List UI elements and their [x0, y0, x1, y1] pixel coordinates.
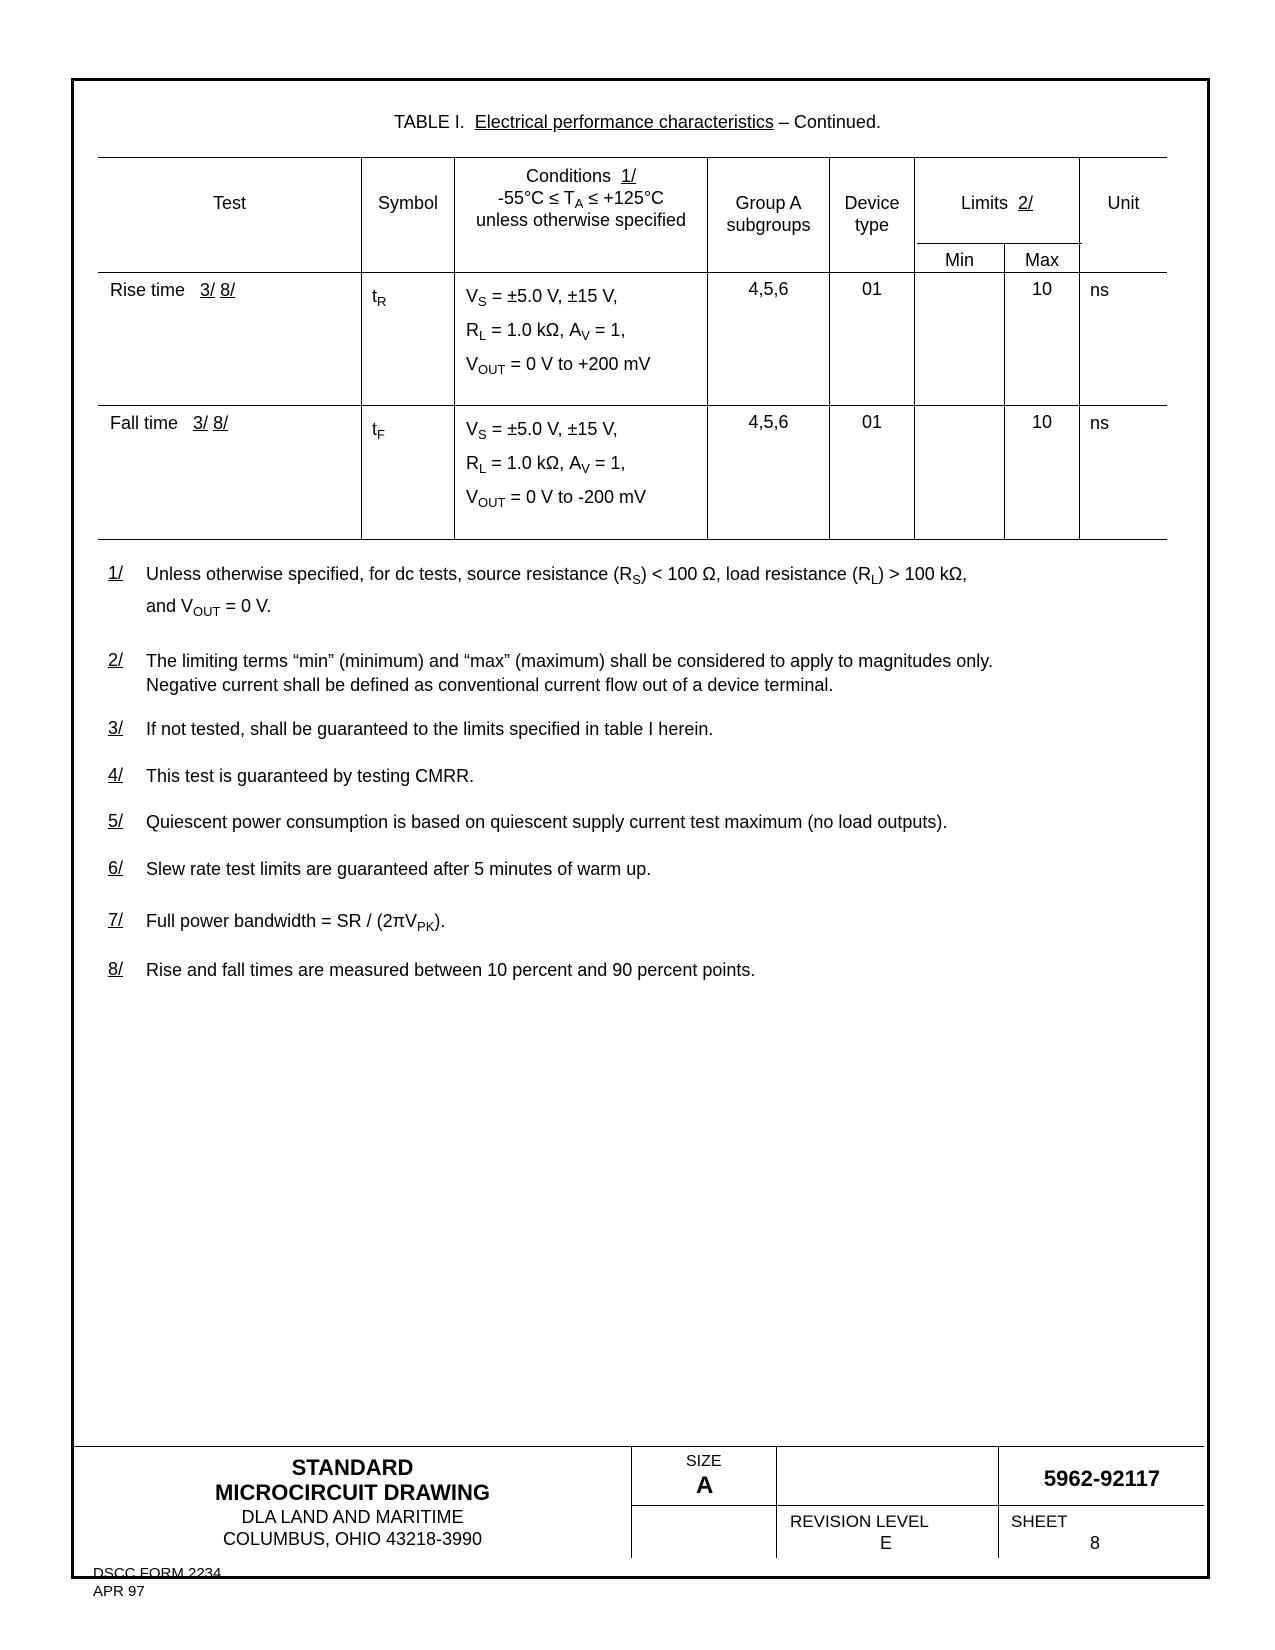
row-subgroups: 4,5,6: [748, 279, 789, 299]
col-divider: [1079, 157, 1080, 539]
drawing-number: 5962-92117: [1043, 1466, 1161, 1491]
row-device: 01: [861, 279, 883, 299]
row-max: 10: [1031, 279, 1053, 299]
row-symbol: $t_R$: [372, 286, 387, 309]
note-text: Quiescent power consumption is based on quiescent supply current test maximum (no load outputs).: [146, 812, 948, 832]
note-text: Unless otherwise specified, for dc tests, source resistance $(R_S) < 100$ Ω, load resistance $(R_L) > 100$ kΩ, and $V_{OUT} = 0$ V.: [146, 564, 968, 619]
revision-value: E: [880, 1533, 893, 1553]
note-number: 3/: [108, 718, 124, 738]
note-number: 5/: [108, 811, 124, 831]
header-conditions: Conditions 1/ $-55^\circ C \le T_A \le +125^\circ C$ unless otherwise specified: [475, 166, 687, 230]
table-title: TABLE I. Electrical performance characteristics – Continued.: [394, 112, 881, 132]
header-group-a: Group A subgroups: [726, 193, 811, 235]
note-number: 6/: [108, 858, 124, 878]
row-symbol: $t_F$: [372, 419, 385, 442]
footer-divider: [776, 1446, 777, 1558]
col-divider: [914, 157, 915, 539]
row-condition-1: $V_S = \pm 5.0$ V, ±15 V,: [466, 286, 618, 309]
size-value: A: [696, 1472, 714, 1499]
note-text: If not tested, shall be guaranteed to the limits specified in table I herein.: [146, 719, 714, 739]
table-title-underlined: Electrical performance characteristics: [474, 112, 774, 132]
row-condition-1: $V_S = \pm 5.0$ V, ±15 V,: [466, 419, 618, 442]
row-unit: ns: [1090, 280, 1110, 300]
note-number: 4/: [108, 765, 124, 785]
footer-top-rule: [74, 1446, 1204, 1447]
row-unit: ns: [1090, 413, 1110, 433]
row-condition-2: $R_L = 1.0$ kΩ, $A_V = 1$,: [466, 453, 626, 476]
note-number: 1/: [108, 563, 124, 583]
header-min: Min: [944, 250, 974, 270]
row-max: 10: [1031, 412, 1053, 432]
footer-agency: DLA LAND AND MARITIME COLUMBUS, OHIO 43218-3990: [222, 1507, 483, 1549]
header-limits: Limits 2/: [960, 193, 1034, 213]
size-label: SIZE: [686, 1453, 722, 1470]
header-unit: Unit: [1107, 193, 1140, 213]
header-bottom-rule: [98, 272, 1167, 273]
col-divider: [361, 157, 362, 539]
note-number: 7/: [108, 910, 124, 930]
header-max: Max: [1024, 250, 1059, 270]
table-top-rule: [98, 157, 1167, 158]
row-test: Fall time 3/ 8/: [110, 413, 229, 433]
footer-mid-rule: [631, 1505, 1204, 1506]
footer-divider: [631, 1446, 632, 1558]
note-text: Full power bandwidth = SR / $(2\pi V_{PK})$.: [146, 911, 446, 934]
limits-divider: [917, 243, 1082, 244]
revision-label: REVISION LEVEL: [790, 1512, 929, 1531]
note-text: Slew rate test limits are guaranteed after 5 minutes of warm up.: [146, 859, 652, 879]
header-device-type: Device type: [844, 193, 900, 235]
row-test: Rise time 3/ 8/: [110, 280, 236, 300]
sheet-value: 8: [1090, 1533, 1101, 1553]
row-condition-3: $V_{OUT} = 0$ V to -200 mV: [466, 487, 647, 510]
note-text: This test is guaranteed by testing CMRR.: [146, 766, 475, 786]
form-id: DSCC FORM 2234 APR 97: [93, 1565, 222, 1600]
note-number: 2/: [108, 650, 124, 670]
table-bottom-rule: [98, 539, 1167, 540]
note-text: Rise and fall times are measured between 10 percent and 90 percent points.: [146, 960, 756, 980]
note-number: 8/: [108, 959, 124, 979]
footer-divider: [998, 1446, 999, 1558]
note-text: The limiting terms “min” (minimum) and “max” (maximum) shall be considered to apply to magnitudes only. Negative current shall be defined as conventional current flow out of a device terminal.: [146, 651, 993, 695]
row-condition-3: $V_{OUT} = 0$ V to +200 mV: [466, 354, 651, 377]
row-subgroups: 4,5,6: [748, 412, 789, 432]
header-symbol: Symbol: [377, 193, 439, 213]
row-divider: [98, 405, 1167, 406]
sheet-label: SHEET: [1011, 1512, 1068, 1531]
footer-title: STANDARD MICROCIRCUIT DRAWING: [215, 1455, 490, 1505]
row-condition-2: $R_L = 1.0$ kΩ, $A_V = 1$,: [466, 320, 626, 343]
header-test: Test: [212, 193, 246, 213]
row-device: 01: [861, 412, 883, 432]
